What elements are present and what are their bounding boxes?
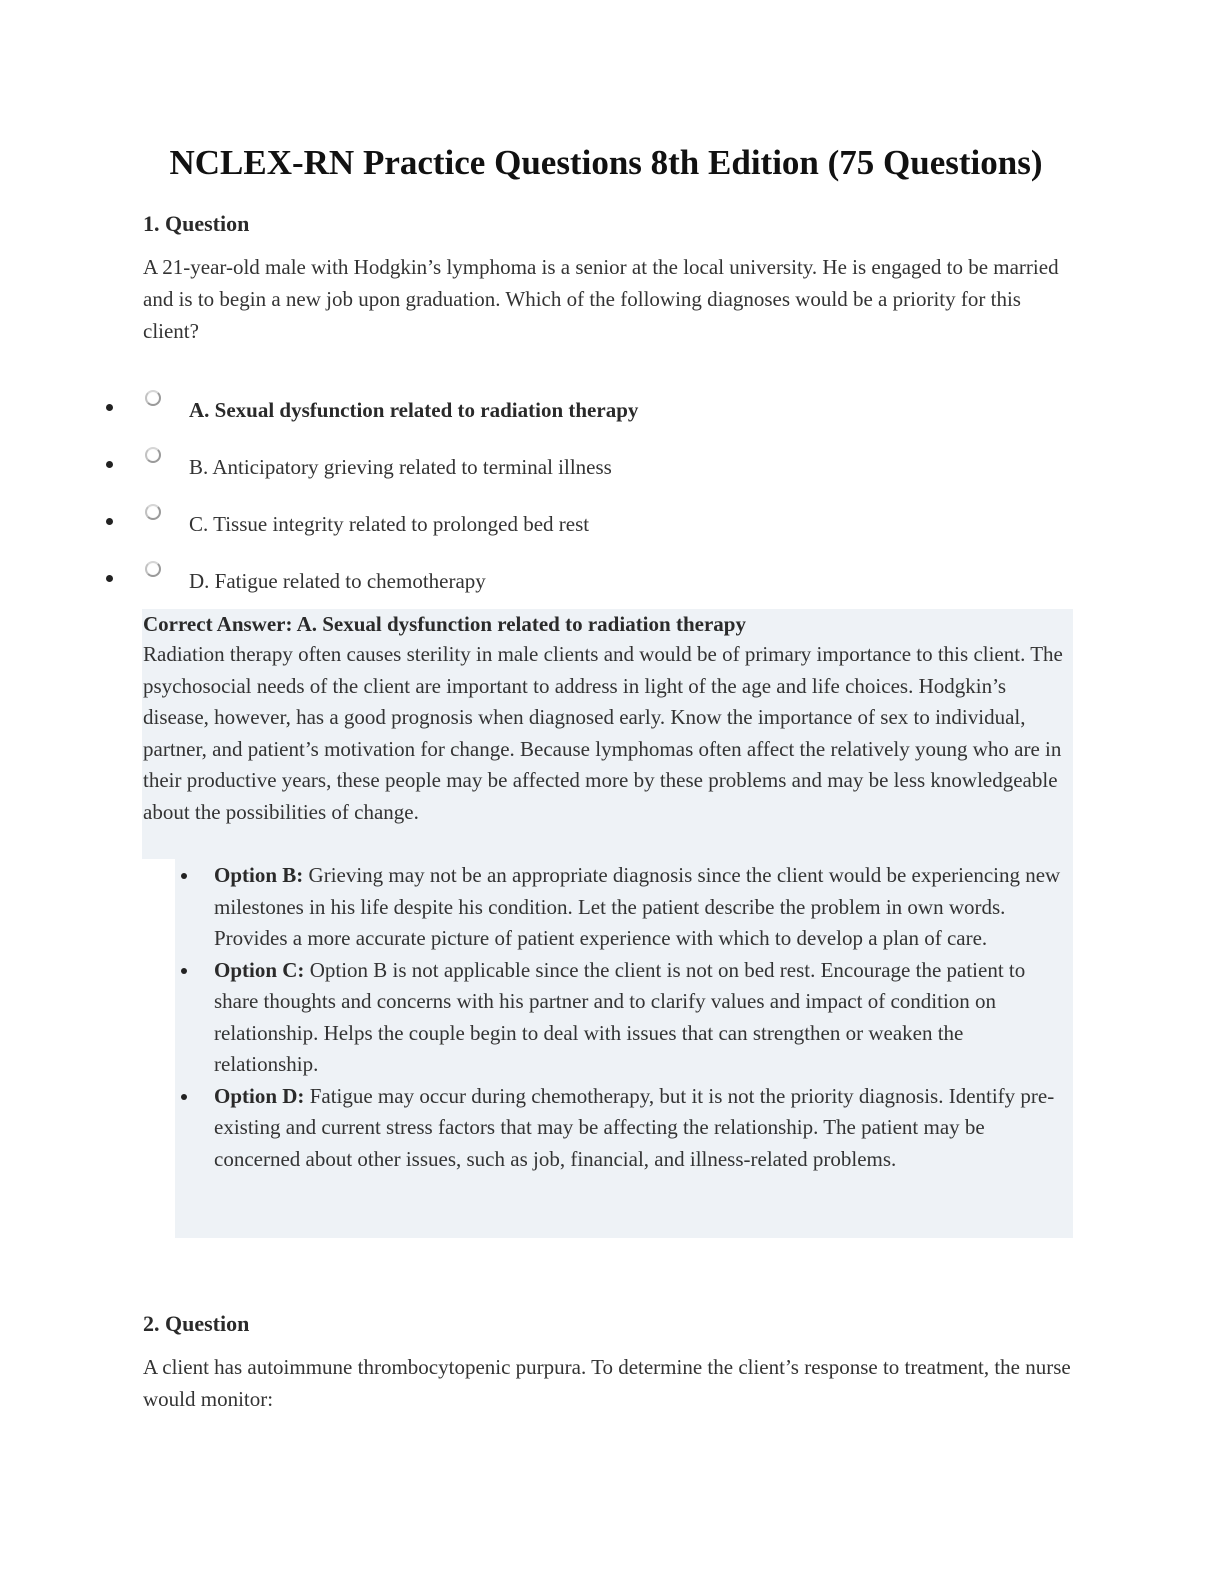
question-1-text: A 21-year-old male with Hodgkin’s lymphoma is a senior at the local university. He is engaged to be married and is to begin a new job upon graduation. Which of the following diagnoses would be a priority for this client?	[143, 255, 1059, 343]
rationale-text: Option B is not applicable since the client is not on bed rest. Encourage the patient to share thoughts and concerns with his partner and to clarify values and impact of condition on relationship. Helps the couple begin to deal with issues that can strengthen or weaken the relationship.	[214, 957, 1026, 1076]
rationale-option-name: Option D:	[214, 1083, 305, 1108]
option-c[interactable]	[0, 494, 1224, 551]
bullet-icon	[106, 404, 113, 411]
rationale-item	[175, 955, 1073, 1081]
radio-button-icon[interactable]	[145, 504, 161, 520]
option-d[interactable]	[0, 551, 1224, 608]
question-1-options	[0, 380, 1224, 608]
bullet-icon	[181, 968, 187, 974]
radio-button-icon[interactable]	[145, 447, 161, 463]
rationale-text: Grieving may not be an appropriate diagnosis since the client would be experiencing new milestones in his life despite his condition. Let the patient describe the problem in own words. Provides a more accurate picture of patient experience with which to develop a plan of care.	[214, 863, 1061, 950]
question-2-text: A client has autoimmune thrombocytopenic purpura. To determine the client’s response to treatment, the nurse would monitor:	[143, 1355, 1071, 1411]
option-b[interactable]	[0, 437, 1224, 494]
bullet-icon	[181, 1094, 187, 1100]
option-b-label: B. Anticipatory grieving related to terminal illness	[189, 455, 612, 479]
bullet-icon	[106, 575, 113, 582]
rationale-option-name: Option B:	[214, 863, 304, 887]
rationale-list	[175, 860, 1073, 1175]
bullet-icon	[181, 873, 187, 879]
option-a-label: A. Sexual dysfunction related to radiation therapy	[189, 398, 639, 422]
rationale-option-name: Option C:	[214, 957, 305, 982]
radio-button-icon[interactable]	[145, 390, 161, 406]
bullet-icon	[106, 518, 113, 525]
question-2-heading: 2. Question	[143, 1311, 250, 1336]
option-d-label: D. Fatigue related to chemotherapy	[189, 569, 486, 593]
rationale-item	[175, 860, 1073, 955]
bullet-icon	[106, 461, 113, 468]
document-title: NCLEX-RN Practice Questions 8th Edition (75 Questions)	[169, 143, 1043, 182]
rationale-text: Fatigue may occur during chemotherapy, but it is not the priority diagnosis. Identify pre-existing and current stress factors that may be affecting the relationship. The patient may be concerned about other issues, such as job, financial, and illness-related problems.	[214, 1083, 1055, 1171]
option-a[interactable]	[0, 380, 1224, 437]
rationale-item	[175, 1081, 1073, 1176]
question-1-heading: 1. Question	[143, 211, 250, 236]
radio-button-icon[interactable]	[145, 561, 161, 577]
answer-explanation: Radiation therapy often causes sterility in male clients and would be of primary importance to this client. The psychosocial needs of the client are important to address in light of the age and life choices. Hodgkin’s disease, however, has a good prognosis when diagnosed early. Know the importance of sex to individual, partner, and patient’s motivation for change. Because lymphomas often affect the relatively young who are in their productive years, these people may be affected more by these problems and may be less knowledgeable about the possibilities of change.	[143, 642, 1063, 824]
correct-answer-heading: Correct Answer: A. Sexual dysfunction related to radiation therapy	[143, 612, 746, 636]
option-c-label: C. Tissue integrity related to prolonged bed rest	[189, 512, 590, 536]
